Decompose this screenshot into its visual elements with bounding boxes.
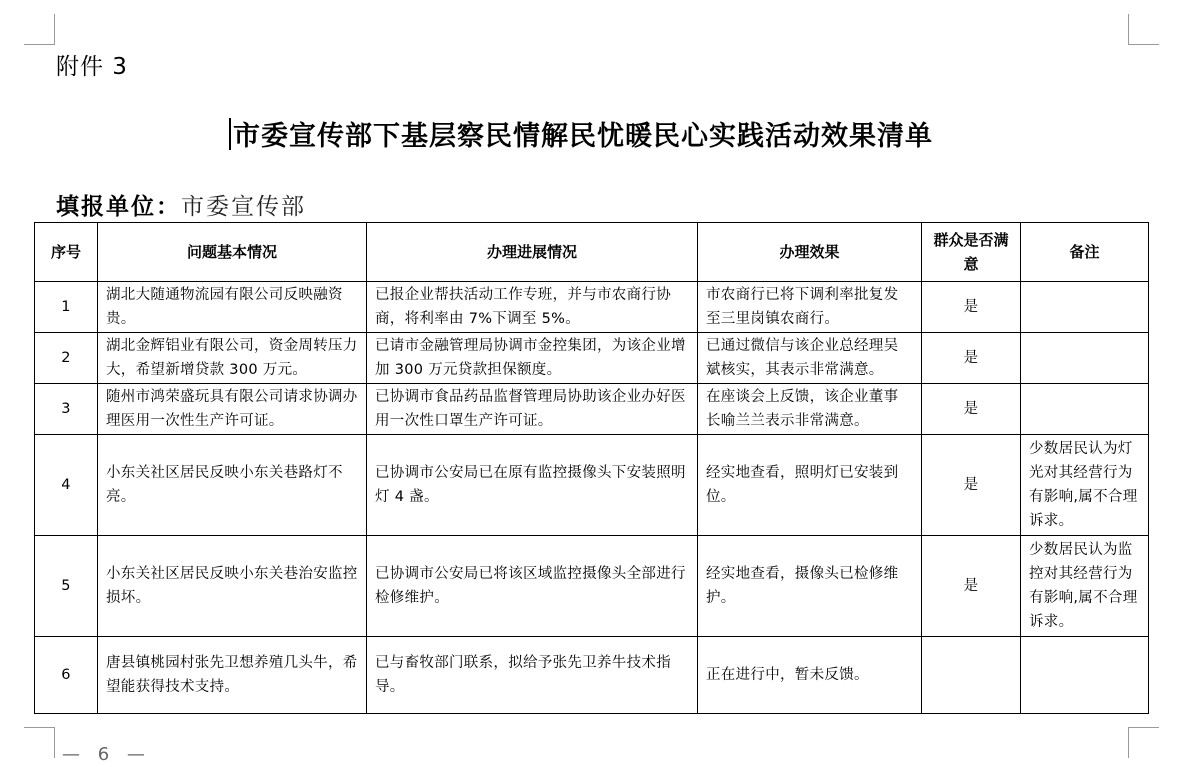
cell-progress: 已报企业帮扶活动工作专班，并与市农商行协商，将利率由 7%下调至 5%。 xyxy=(367,282,698,333)
table-row xyxy=(35,536,1149,637)
cell-remark: 少数居民认为监控对其经营行为有影响,属不合理诉求。 xyxy=(1021,536,1149,637)
cell-progress: 已协调市食品药品监督管理局协助该企业办好医用一次性口罩生产许可证。 xyxy=(367,384,698,435)
cell-progress: 已与畜牧部门联系，拟给予张先卫养牛技术指导。 xyxy=(367,637,698,714)
header-progress: 办理进展情况 xyxy=(367,223,698,282)
reporting-unit-label: 填报单位： xyxy=(56,194,181,220)
table-row xyxy=(35,637,1149,714)
header-remark: 备注 xyxy=(1021,223,1149,282)
page-number: — 6 — xyxy=(62,744,151,765)
effect-table xyxy=(34,222,1149,714)
table-row xyxy=(35,333,1149,384)
cell-no: 5 xyxy=(35,536,98,637)
attachment-label: 附件 3 xyxy=(56,54,128,80)
cell-satisfied xyxy=(922,637,1021,714)
crop-mark-top-left xyxy=(24,14,55,45)
cell-remark xyxy=(1021,333,1149,384)
reporting-unit xyxy=(56,188,306,221)
cell-effect: 经实地查看，照明灯已安装到位。 xyxy=(698,435,922,536)
cell-remark xyxy=(1021,282,1149,333)
crop-mark-top-right xyxy=(1128,14,1159,45)
header-satisfied: 群众是否满意 xyxy=(922,223,1021,282)
cell-effect: 正在进行中，暂未反馈。 xyxy=(698,637,922,714)
cell-progress: 已协调市公安局已在原有监控摄像头下安装照明灯 4 盏。 xyxy=(367,435,698,536)
header-issue: 问题基本情况 xyxy=(98,223,367,282)
crop-mark-bottom-left xyxy=(24,727,55,758)
cell-progress: 已协调市公安局已将该区域监控摄像头全部进行检修维护。 xyxy=(367,536,698,637)
cell-satisfied: 是 xyxy=(922,333,1021,384)
reporting-unit-value: 市委宣传部 xyxy=(181,194,306,220)
table-header-row xyxy=(35,223,1149,282)
header-no: 序号 xyxy=(35,223,98,282)
page-title: 市委宣传部下基层察民情解民忧暖民心实践活动效果清单 xyxy=(233,121,933,152)
cell-remark: 少数居民认为灯光对其经营行为有影响,属不合理诉求。 xyxy=(1021,435,1149,536)
cell-progress: 已请市金融管理局协调市金控集团，为该企业增加 300 万元贷款担保额度。 xyxy=(367,333,698,384)
crop-mark-bottom-right xyxy=(1128,727,1159,758)
cell-no: 4 xyxy=(35,435,98,536)
table-row xyxy=(35,384,1149,435)
cell-issue: 随州市鸿荣盛玩具有限公司请求协调办理医用一次性生产许可证。 xyxy=(98,384,367,435)
cell-remark xyxy=(1021,384,1149,435)
table-row xyxy=(35,282,1149,333)
cell-satisfied: 是 xyxy=(922,435,1021,536)
cell-satisfied: 是 xyxy=(922,384,1021,435)
header-effect: 办理效果 xyxy=(698,223,922,282)
cell-effect: 已通过微信与该企业总经理吴斌核实，其表示非常满意。 xyxy=(698,333,922,384)
cell-issue: 唐县镇桃园村张先卫想养殖几头牛，希望能获得技术支持。 xyxy=(98,637,367,714)
table-row xyxy=(35,435,1149,536)
cell-no: 2 xyxy=(35,333,98,384)
cell-effect: 市农商行已将下调利率批复发至三里岗镇农商行。 xyxy=(698,282,922,333)
cell-satisfied: 是 xyxy=(922,536,1021,637)
cell-no: 6 xyxy=(35,637,98,714)
cell-effect: 在座谈会上反馈，该企业董事长喻兰兰表示非常满意。 xyxy=(698,384,922,435)
cell-remark xyxy=(1021,637,1149,714)
cell-satisfied: 是 xyxy=(922,282,1021,333)
cell-issue: 小东关社区居民反映小东关巷路灯不亮。 xyxy=(98,435,367,536)
cell-effect: 经实地查看，摄像头已检修维护。 xyxy=(698,536,922,637)
cell-no: 3 xyxy=(35,384,98,435)
cell-issue: 湖北金辉铝业有限公司，资金周转压力大，希望新增贷款 300 万元。 xyxy=(98,333,367,384)
text-cursor xyxy=(229,118,231,150)
cell-issue: 湖北大随通物流园有限公司反映融资贵。 xyxy=(98,282,367,333)
cell-no: 1 xyxy=(35,282,98,333)
cell-issue: 小东关社区居民反映小东关巷治安监控损坏。 xyxy=(98,536,367,637)
